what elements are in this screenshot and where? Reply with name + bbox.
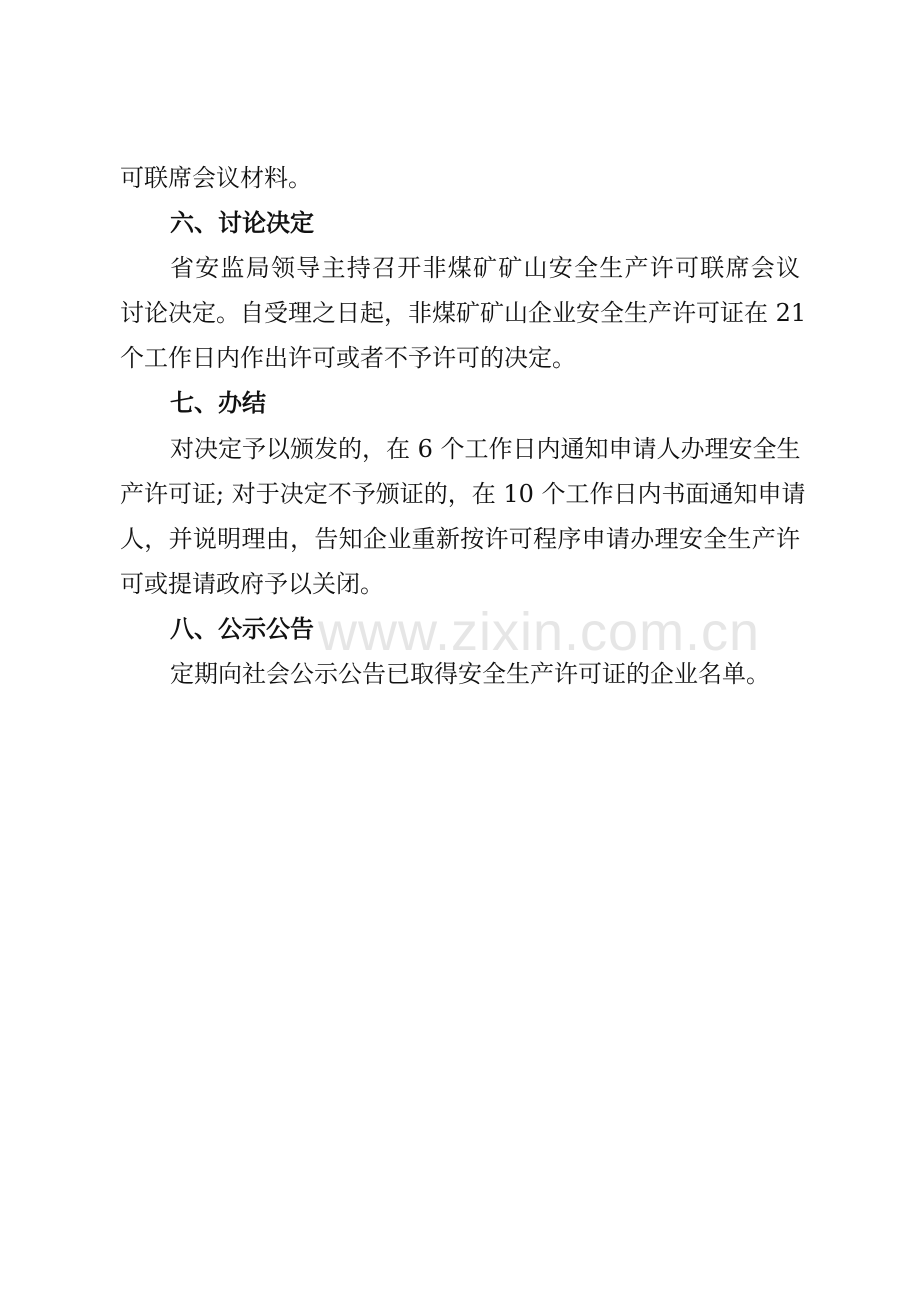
section-heading-6: 六、讨论决定 <box>170 209 314 237</box>
body-line: 个工作日内作出许可或者不予许可的决定。 <box>120 344 576 372</box>
body-line: 对决定予以颁发的，在 6 个工作日内通知申请人办理安全生 <box>170 435 801 463</box>
body-line: 可联席会议材料。 <box>120 164 312 192</box>
body-line: 讨论决定。自受理之日起，非煤矿矿山企业安全生产许可证在 21 <box>120 299 807 327</box>
section-heading-7: 七、办结 <box>170 389 266 417</box>
body-line: 产许可证; 对于决定不予颁证的，在 10 个工作日内书面通知申请 <box>120 480 806 508</box>
body-line: 人，并说明理由，告知企业重新按许可程序申请办理安全生产许 <box>120 525 800 553</box>
body-line: 可或提请政府予以关闭。 <box>120 570 384 598</box>
section-heading-8: 八、公示公告 <box>170 615 314 643</box>
watermark: www.zixin.com.cn <box>318 602 761 662</box>
body-line: 省安监局领导主持召开非煤矿矿山安全生产许可联席会议 <box>170 254 800 282</box>
body-line: 定期向社会公示公告已取得安全生产许可证的企业名单。 <box>170 660 770 688</box>
